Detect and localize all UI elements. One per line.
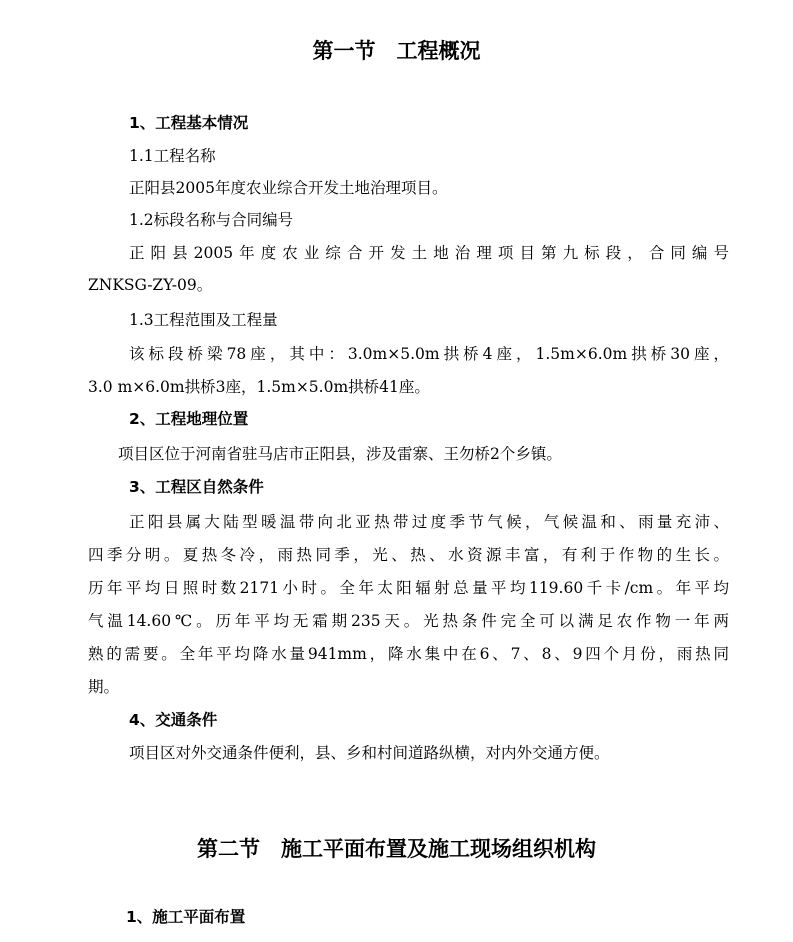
paragraph-location: 项目区位于河南省驻马店市正阳县，涉及雷寨、王勿桥2个乡镇。 [118, 445, 562, 463]
paragraph-transport: 项目区对外交通条件便利，县、乡和村间道路纵横，对内外交通方便。 [129, 744, 610, 762]
heading-natural-conditions: 3、工程区自然条件 [129, 478, 264, 496]
paragraph-natural-line-6: 期。 [88, 678, 120, 696]
paragraph-natural-line-1: 正阳县属大陆型暖温带向北亚热带过度季节气候，气候温和、雨量充沛、 [129, 513, 729, 531]
paragraph-natural-line-4: 气温14.60℃。历年平均无霜期235天。光热条件完全可以满足农作物一年两 [88, 612, 729, 630]
heading-site-layout: 1、施工平面布置 [126, 908, 246, 926]
section-1-title: 第一节 工程概况 [312, 39, 481, 63]
paragraph-contract-line-2: ZNKSG-ZY-09。 [88, 276, 213, 294]
paragraph-natural-line-3: 历年平均日照时数2171小时。全年太阳辐射总量平均119.60千卡/cm。年平均 [88, 579, 729, 597]
paragraph-scope-line-1: 该标段桥梁78座，其中：3.0m×5.0m拱桥4座，1.5m×6.0m拱桥30座， [129, 345, 729, 363]
paragraph-scope-line-2: 3.0 m×6.0m拱桥3座，1.5m×5.0m拱桥41座。 [88, 378, 430, 396]
paragraph-natural-line-2: 四季分明。夏热冬冷，雨热同季，光、热、水资源丰富，有利于作物的生长。 [88, 546, 729, 564]
heading-basic-info: 1、工程基本情况 [129, 114, 249, 132]
section-2-title: 第二节 施工平面布置及施工现场组织机构 [197, 837, 596, 861]
heading-transport: 4、交通条件 [129, 711, 218, 729]
paragraph-project-name: 正阳县2005年度农业综合开发土地治理项目。 [129, 179, 448, 197]
subheading-scope: 1.3工程范围及工程量 [129, 311, 278, 329]
subheading-contract: 1.2标段名称与合同编号 [129, 211, 294, 229]
subheading-project-name: 1.1工程名称 [129, 147, 216, 165]
paragraph-contract-line-1: 正阳县2005年度农业综合开发土地治理项目第九标段，合同编号 [129, 244, 729, 262]
paragraph-natural-line-5: 熟的需要。全年平均降水量941mm，降水集中在6、7、8、9四个月份，雨热同 [88, 645, 729, 663]
heading-location: 2、工程地理位置 [129, 410, 249, 428]
